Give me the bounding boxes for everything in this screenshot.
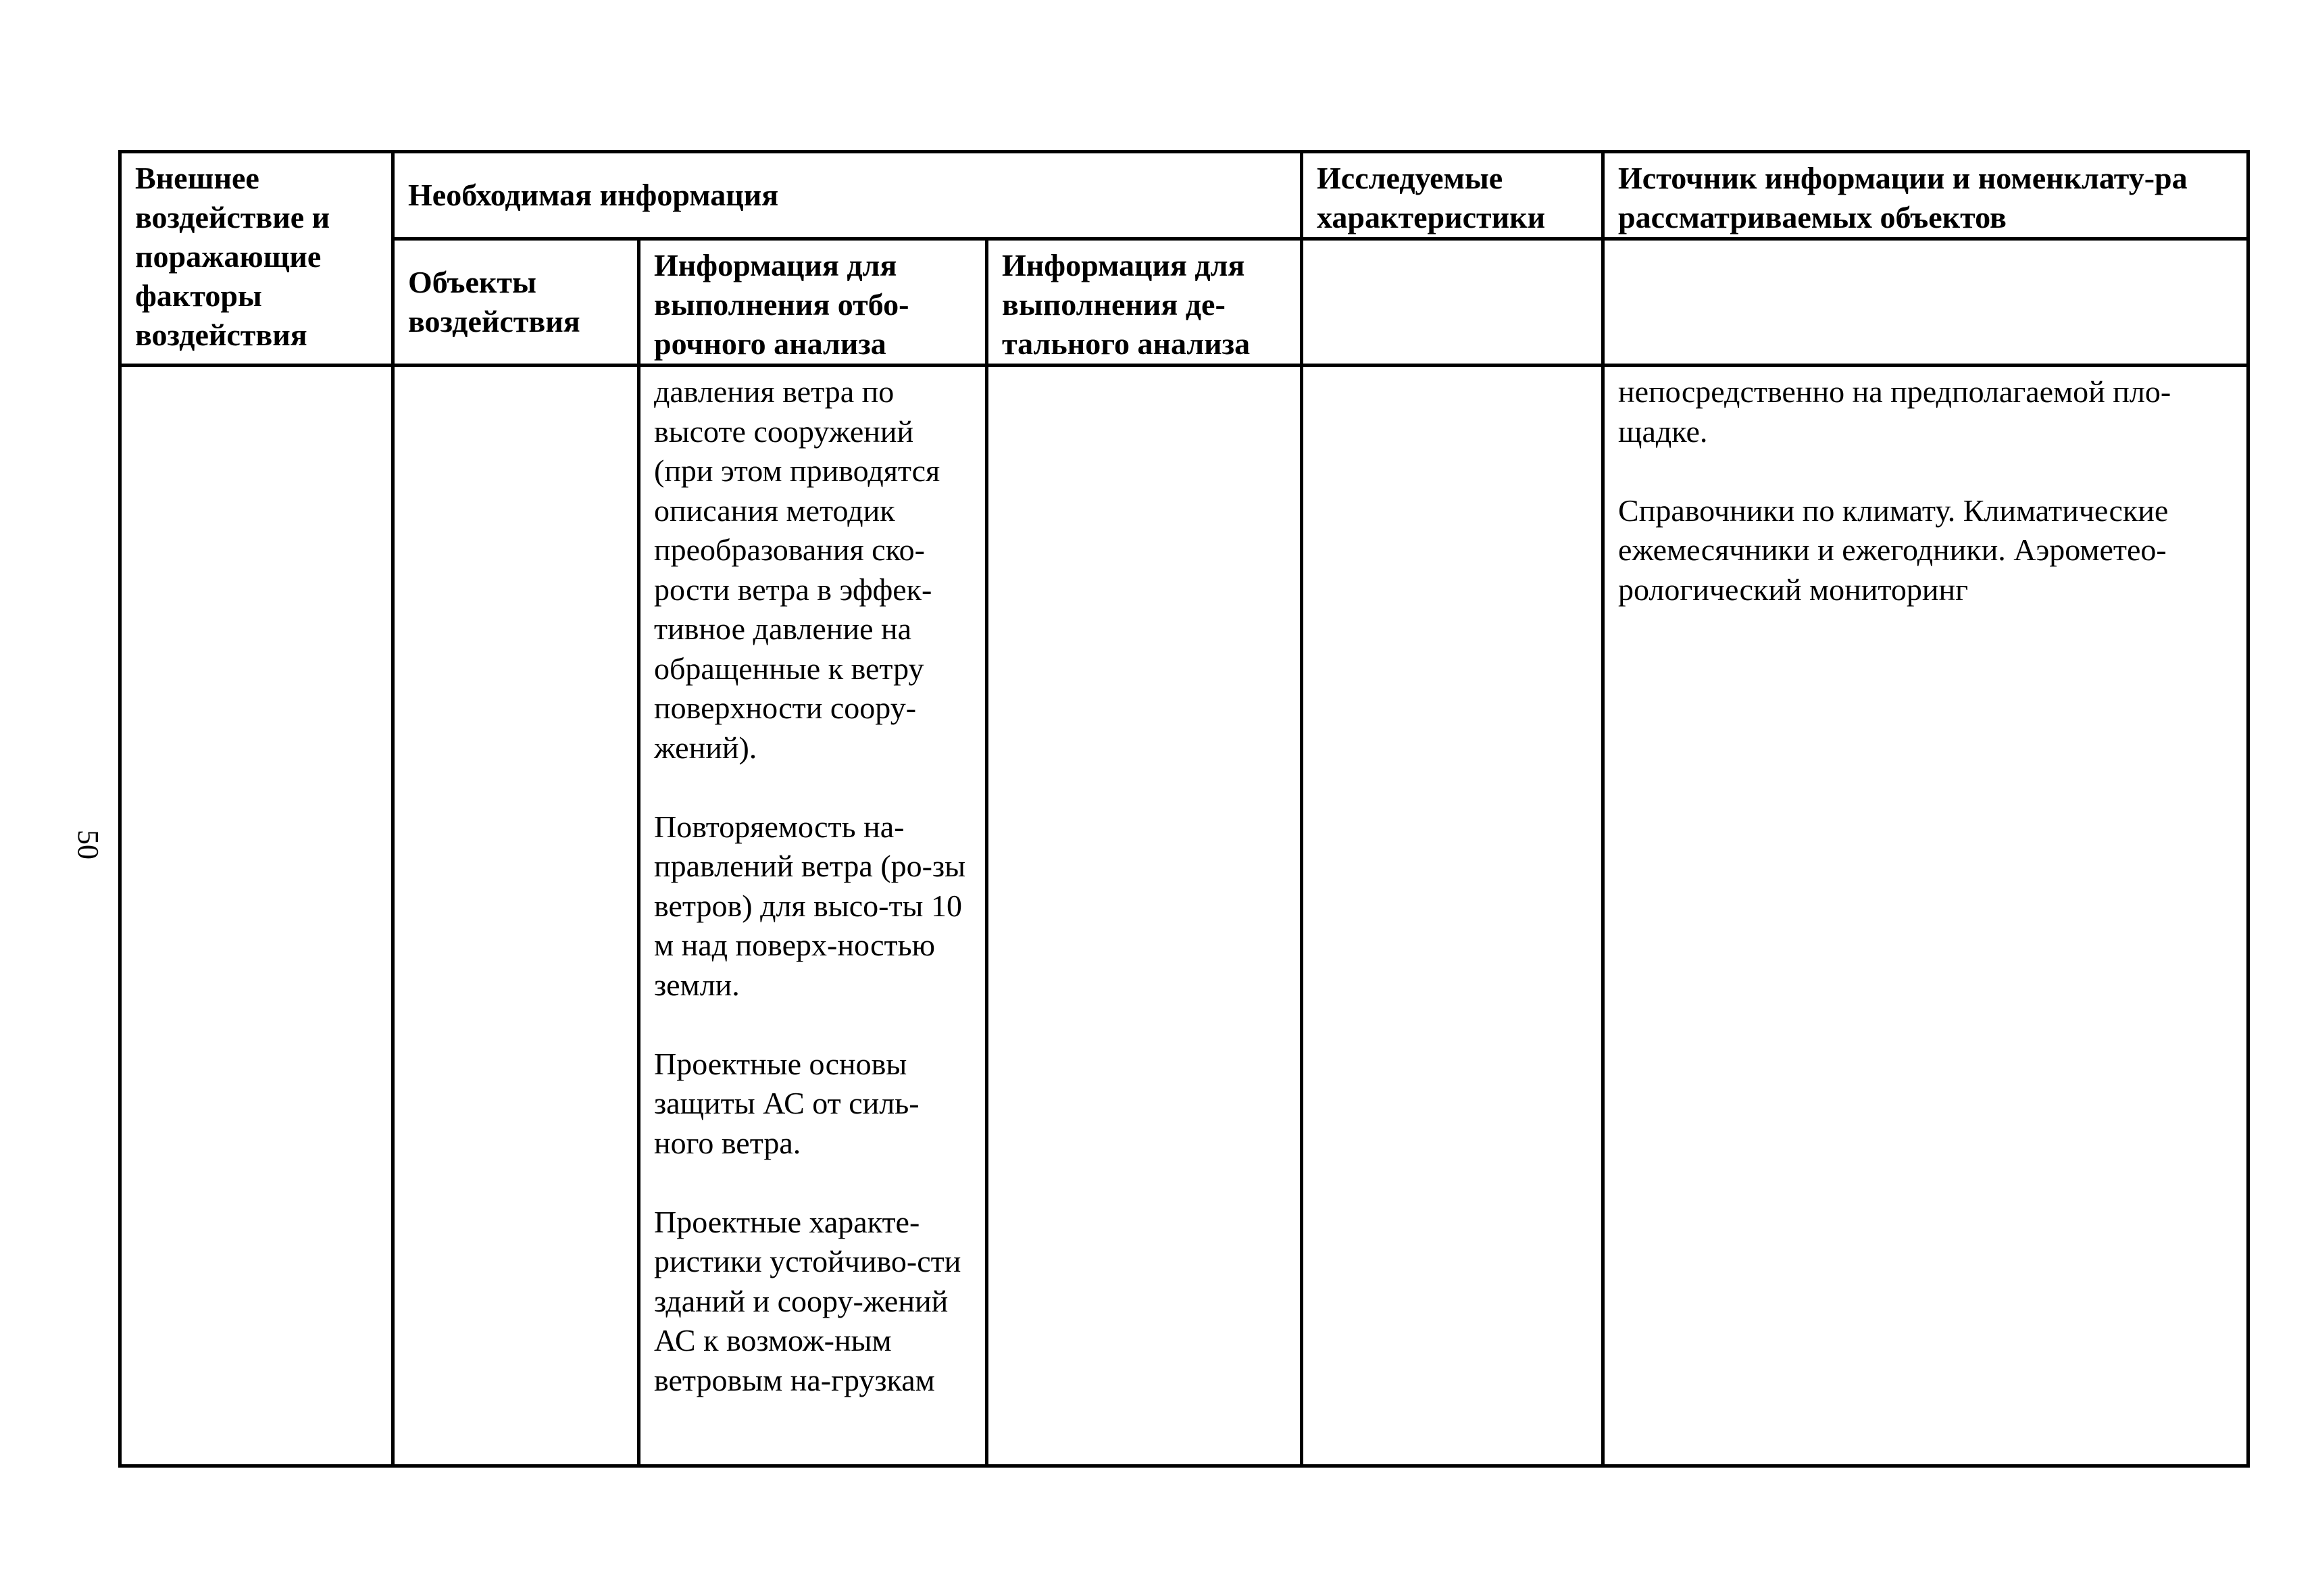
screening-paragraph: Проектные основы защиты АС от силь-ного ветра.: [654, 1046, 920, 1160]
screening-paragraph: Повторяемость на-правлений ветра (ро-зы ветров) для высо-ты 10 м над поверх-ностью земли.: [654, 809, 966, 1002]
info-table: [118, 150, 2250, 1468]
header-required-info: Необходимая информация: [393, 152, 1302, 239]
screening-paragraph: давления ветра по высоте сооружений (при этом приводятся описания методик преобразования ско-рости ветра в эффек-тивное давление на обращенные к ветру поверхности соору-жений).: [654, 374, 940, 765]
cell-screening-info: [639, 366, 987, 1466]
table-row: [120, 366, 2248, 1466]
page-number: 50: [72, 830, 105, 859]
header-screening-analysis: Информация для выполнения отбо-рочного анализа: [639, 239, 987, 366]
cell-external-impact: [120, 366, 393, 1466]
source-paragraph: непосредственно на предполагаемой пло-щадке.: [1618, 374, 2171, 449]
cell-studied-characteristics: [1302, 366, 1603, 1466]
header-impact-objects: Объекты воздействия: [393, 239, 639, 366]
header-studied-empty: [1302, 239, 1603, 366]
header-information-source: Источник информации и номенклату-ра рассматриваемых объектов: [1603, 152, 2248, 239]
cell-information-source: [1603, 366, 2248, 1466]
header-studied-characteristics: Исследуемые характеристики: [1302, 152, 1603, 239]
header-external-impact: Внешнее воздействие и поражающие факторы воздействия: [120, 152, 393, 366]
cell-detailed-info: [987, 366, 1302, 1466]
source-paragraph: Справочники по климату. Климатические ежемесячники и ежегодники. Аэрометео-рологический мониторинг: [1618, 493, 2169, 607]
header-source-empty: [1603, 239, 2248, 366]
cell-impact-objects: [393, 366, 639, 1466]
header-row-2: [120, 239, 2248, 366]
header-row-1: [120, 152, 2248, 239]
header-detailed-analysis: Информация для выполнения де-тального анализа: [987, 239, 1302, 366]
screening-paragraph: Проектные характе-ристики устойчиво-сти зданий и соору-жений АС к возмож-ным ветровым на-грузкам: [654, 1204, 961, 1397]
